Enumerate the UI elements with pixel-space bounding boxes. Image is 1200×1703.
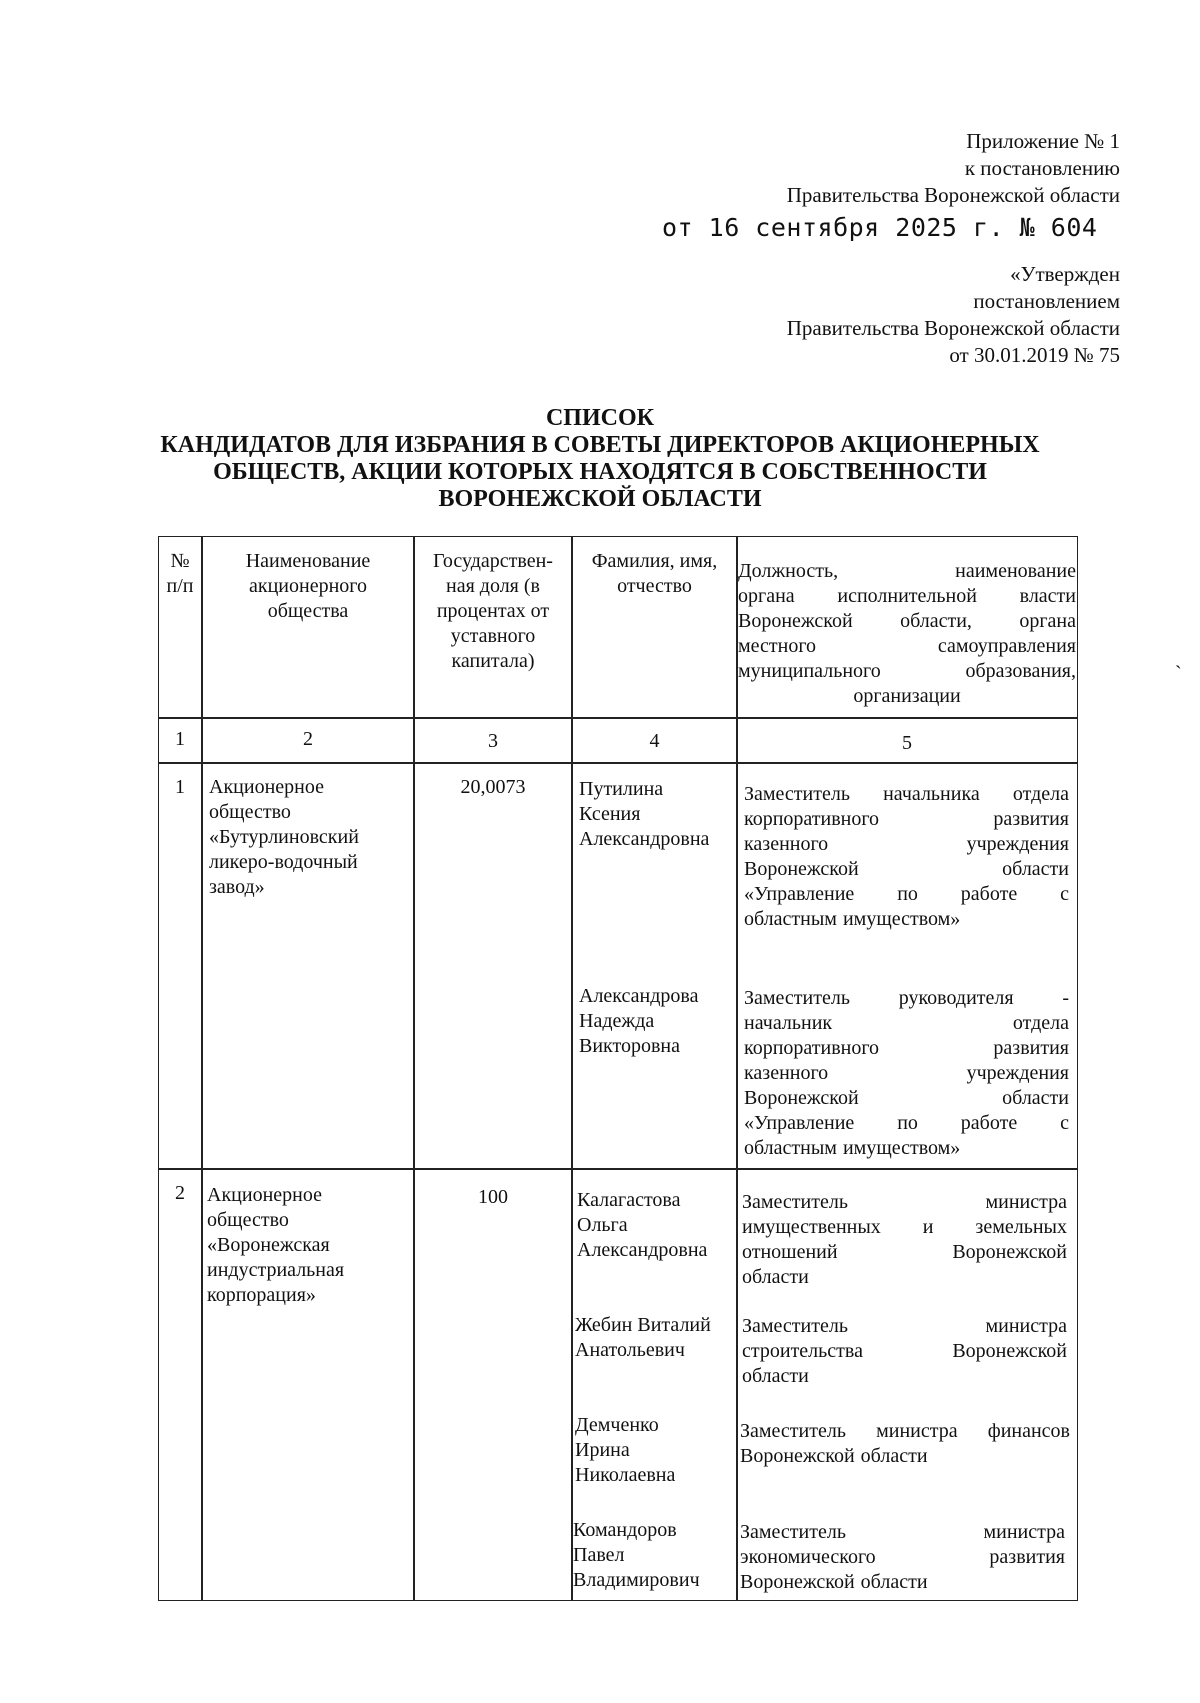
approved-block <box>787 261 1120 369</box>
row-2-number: 2 <box>175 1182 185 1204</box>
approved-line-3: Правительства Воронежской области <box>786 316 1120 340</box>
header-col-name: Фамилия, имя, отчество <box>591 550 718 597</box>
stray-mark: ˎ <box>1175 647 1182 669</box>
row-1-number: 1 <box>175 776 185 798</box>
approved-line-1: «Утвержден <box>1010 262 1120 286</box>
appendix-number: Приложение № 1 <box>966 129 1120 153</box>
numbering-1: 1 <box>175 728 185 750</box>
row-2-candidate-2-name: Жебин Виталий Анатольевич <box>575 1314 711 1361</box>
document-title <box>150 405 1050 513</box>
header-col-company: Наименование акционерного общества <box>245 550 371 622</box>
numbering-4: 4 <box>649 730 660 752</box>
row-1-candidate-1-position: Заместитель начальника отдела корпоративного развития казенного учреждения Воронежской области «Управление по работе с областным имуществом» <box>744 783 1069 930</box>
numbering-5: 5 <box>902 732 912 754</box>
appendix-government: Правительства Воронежской области <box>786 183 1120 207</box>
title-line-2: КАНДИДАТОВ ДЛЯ ИЗБРАНИЯ В СОВЕТЫ ДИРЕКТОРОВ АКЦИОНЕРНЫХ <box>160 432 1040 458</box>
candidates-table <box>158 536 1078 1601</box>
numbering-3: 3 <box>488 730 498 752</box>
row-2-company: Акционерное общество «Воронежская индустриальная корпорация» <box>207 1184 345 1306</box>
table-hline <box>159 1168 1077 1170</box>
table-vline <box>571 537 573 1600</box>
header-col-position: Должность, наименование органа исполнительной власти Воронежской области, органа местного самоуправления муниципального образования, организации <box>738 560 1076 707</box>
table-hline <box>159 762 1077 764</box>
row-2-candidate-1-position: Заместитель министра имущественных и земельных отношений Воронежской области <box>742 1191 1067 1288</box>
header-col-share: Государствен- ная доля (в процентах от уставного капитала) <box>433 550 553 672</box>
numbering-2: 2 <box>303 728 313 750</box>
appendix-header <box>787 128 1120 209</box>
approved-line-4: от 30.01.2019 № 75 <box>949 343 1120 367</box>
title-line-4: ВОРОНЕЖСКОЙ ОБЛАСТИ <box>438 486 762 512</box>
appendix-to-resolution: к постановлению <box>964 156 1120 180</box>
row-2-candidate-1-name: Калагастова Ольга Александровна <box>577 1189 708 1261</box>
decree-date-number: от 16 сентября 2025 г. № 604 <box>662 213 1098 242</box>
row-2-candidate-2-position: Заместитель министра строительства Воронежской области <box>742 1315 1067 1387</box>
row-2-candidate-3-position: Заместитель министра финансов Воронежской области <box>740 1420 1070 1467</box>
table-vline <box>201 537 203 1600</box>
row-1-company: Акционерное общество «Бутурлиновский ликеро-водочный завод» <box>209 776 359 898</box>
title-line-3: ОБЩЕСТВ, АКЦИИ КОТОРЫХ НАХОДЯТСЯ В СОБСТВЕННОСТИ <box>213 459 987 485</box>
row-1-candidate-2-name: Александрова Надежда Викторовна <box>579 985 699 1057</box>
row-1-candidate-1-name: Путилина Ксения Александровна <box>579 778 710 850</box>
row-1-share: 20,0073 <box>460 776 526 798</box>
table-hline <box>159 717 1077 719</box>
row-2-candidate-4-position: Заместитель министра экономического развития Воронежской области <box>740 1521 1065 1593</box>
row-1-candidate-2-position: Заместитель руководителя - начальник отдела корпоративного развития казенного учреждения Воронежской области «Управление по работе с областным имуществом» <box>744 987 1069 1159</box>
row-2-candidate-4-name: Командоров Павел Владимирович <box>573 1519 700 1591</box>
header-col-number: № п/п <box>166 550 194 597</box>
row-2-share: 100 <box>478 1186 508 1208</box>
row-2-candidate-3-name: Демченко Ирина Николаевна <box>575 1414 676 1486</box>
table-vline <box>413 537 415 1600</box>
approved-line-2: постановлением <box>973 289 1120 313</box>
title-line-1: СПИСОК <box>545 405 655 431</box>
